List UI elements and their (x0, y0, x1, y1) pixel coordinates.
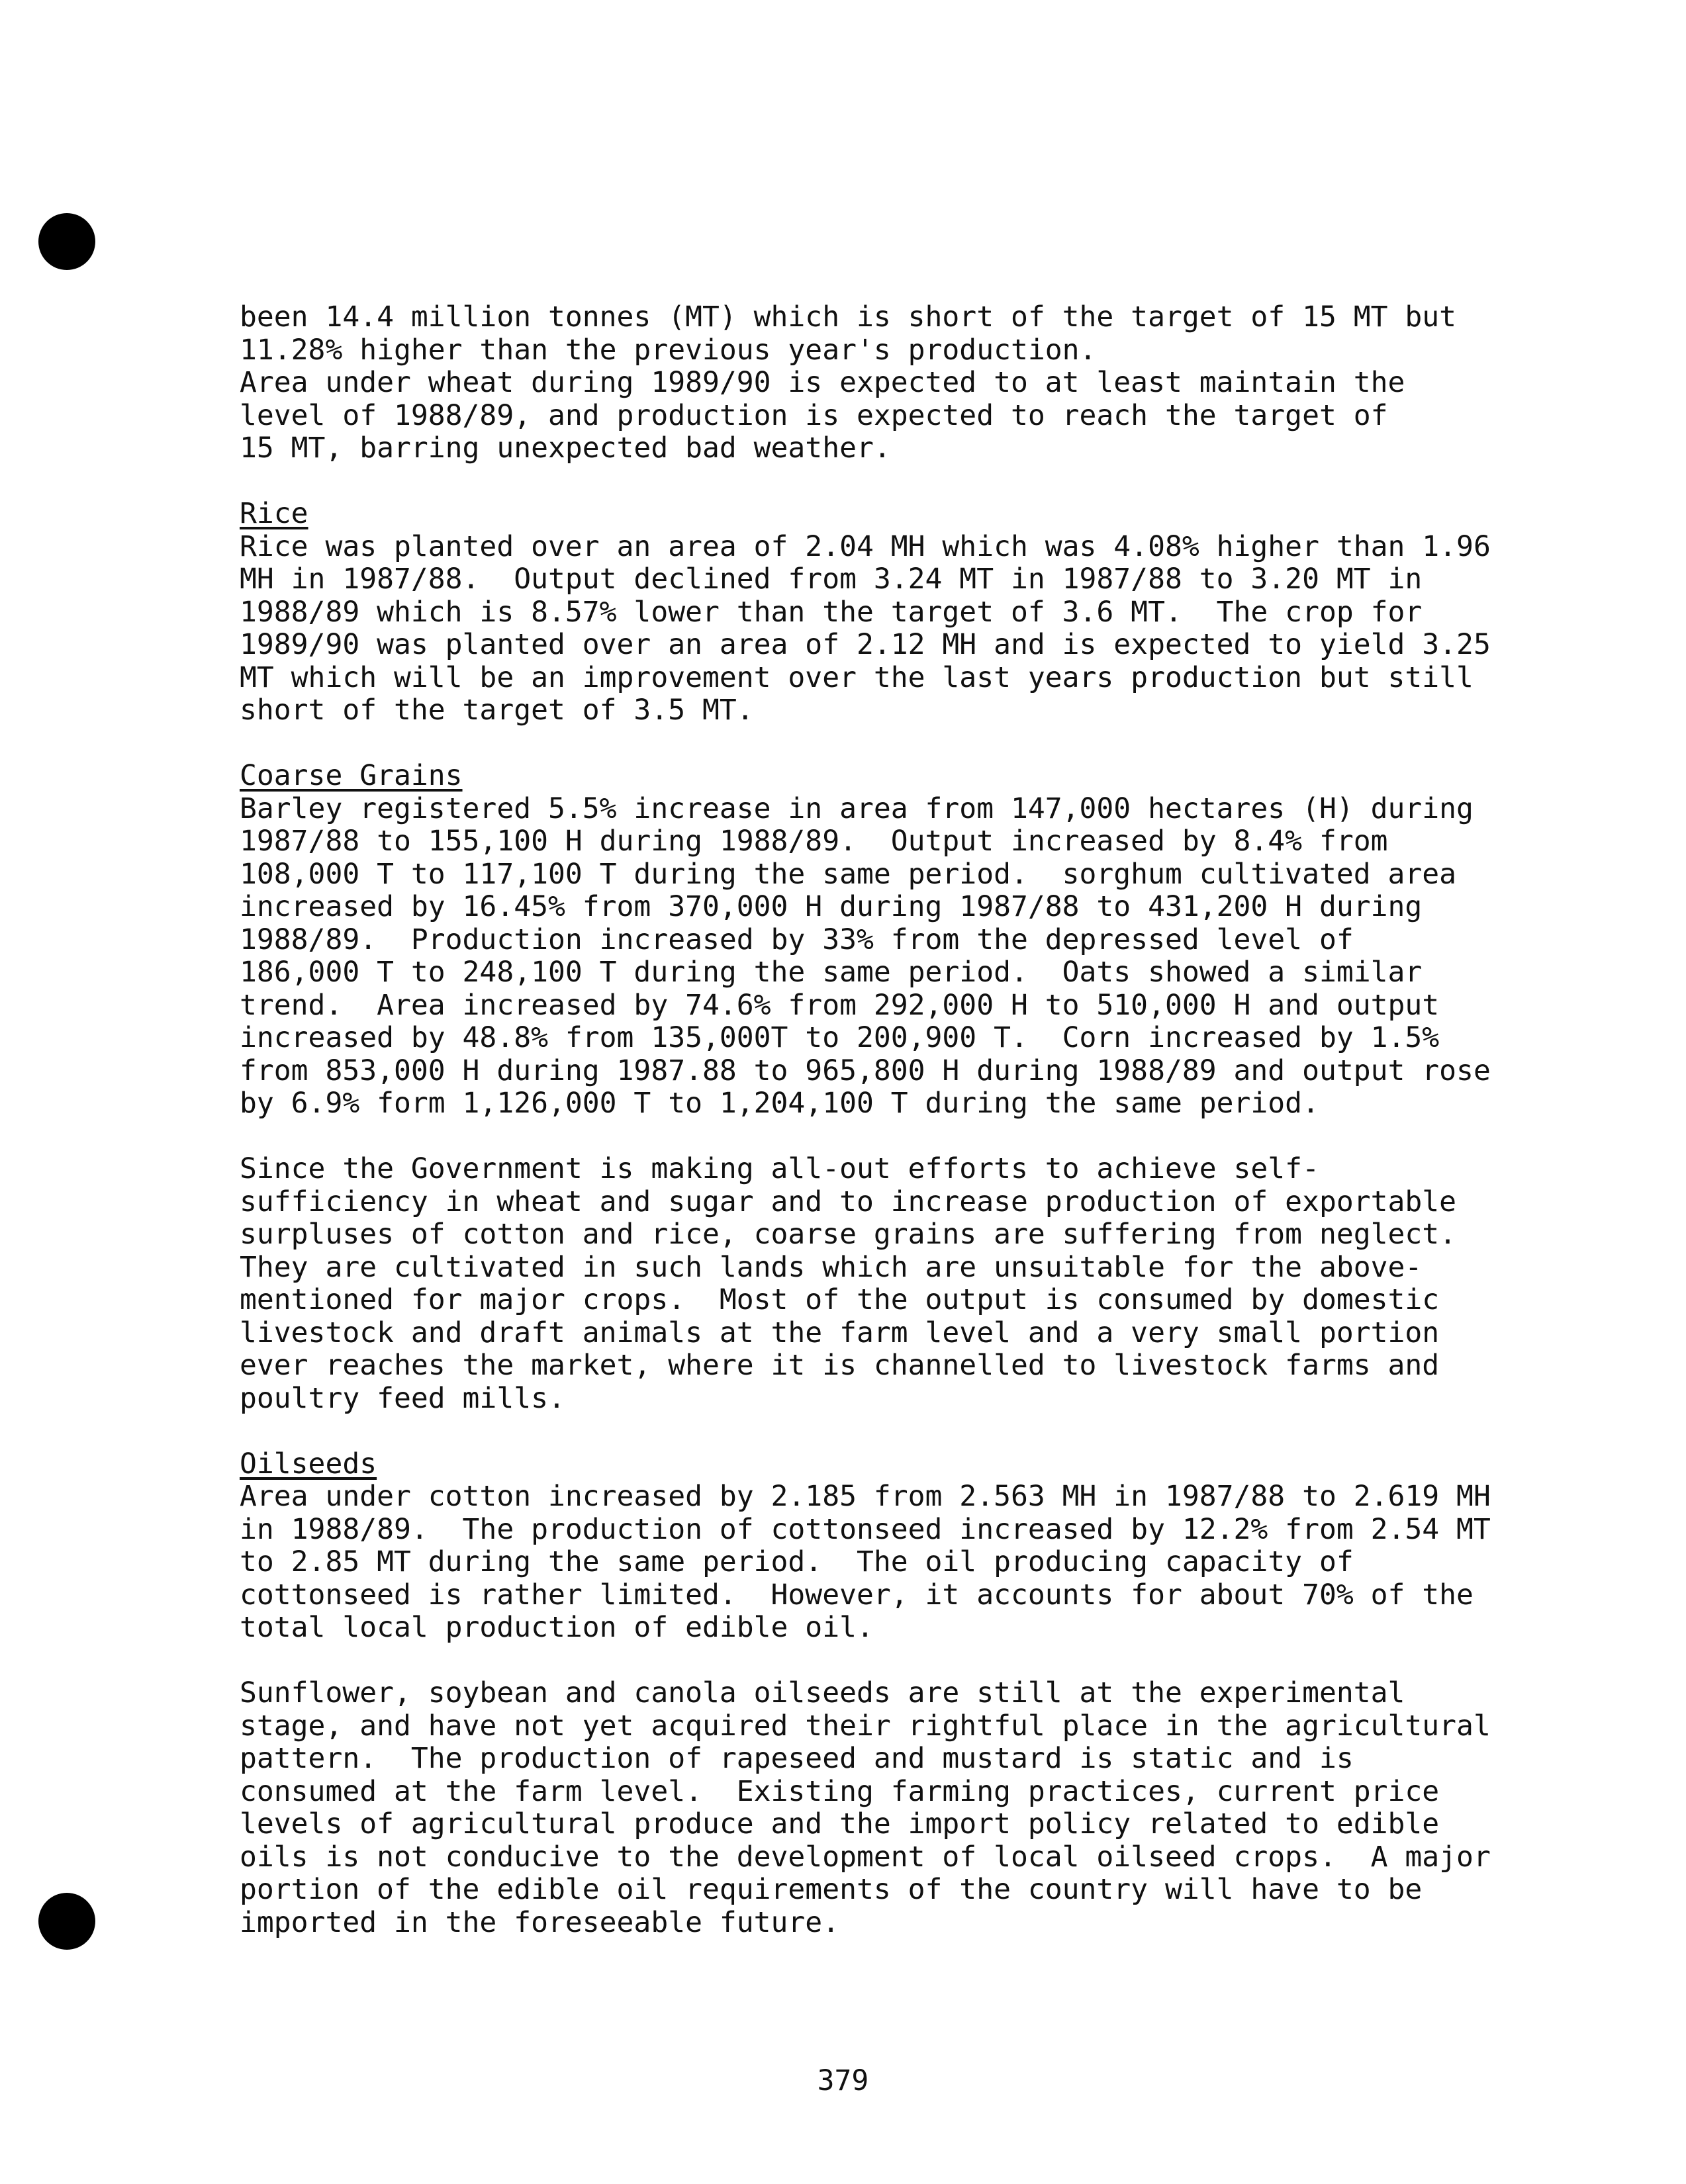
spacer (240, 1415, 1511, 1448)
page-number: 379 (817, 2064, 869, 2097)
spacer (240, 1120, 1511, 1154)
oilseeds-heading: Oilseeds (240, 1447, 377, 1480)
rice-paragraph: Rice was planted over an area of 2.04 MH which was 4.08% higher than 1.96 MH in 1987/88. Output declined from 3.24 MT in 1987/88 to 3.20 MT in 1988/89 which is 8.57% lower than the target of 3.6 MT. The crop for 1989/90 was planted over an area of 2.12 MH and is expected to yield 3.25 MT which will be an improvement over the last years production but still short of the target of 3.5 MT. (240, 529, 1491, 727)
document-body (240, 301, 1511, 1939)
coarse-grains-paragraph: Barley registered 5.5% increase in area from 147,000 hectares (H) during 1987/88 to 155,100 H during 1988/89. Output increased by 8.4% from 108,000 T to 117,100 T during the same period. sorghum cultivated area increased by 16.45% from 370,000 H during 1987/88 to 431,200 H during 1988/89. Production increased by 33% from the depressed level of 186,000 T to 248,100 T during the same period. Oats showed a similar trend. Area increased by 74.6% from 292,000 H to 510,000 H and output increased by 48.8% from 135,000T to 200,900 T. Corn increased by 1.5% from 853,000 H during 1987.88 to 965,800 H during 1988/89 and output rose by 6.9% form 1,126,000 T to 1,204,100 T during the same period. (240, 792, 1491, 1120)
coarse-grains-paragraph-2: Since the Government is making all-out efforts to achieve self- sufficiency in wheat and sugar and to increase production of exportable surpluses of cotton and rice, coarse grains are suffering from neglect. They are cultivated in such lands which are unsuitable for the above- mentioned for major crops. Most of the output is consumed by domestic livestock and draft animals at the farm level and a very small portion ever reaches the market, where it is channelled to livestock farms and poultry feed mills. (240, 1152, 1457, 1415)
spacer (240, 1645, 1511, 1678)
punch-hole-top (38, 213, 95, 270)
coarse-grains-heading: Coarse Grains (240, 759, 463, 792)
intro-paragraph: been 14.4 million tonnes (MT) which is short of the target of 15 MT but 11.28% higher than the previous year's production. Area under wheat during 1989/90 is expected to at least maintain the level of 1988/89, and production is expected to reach the target of 15 MT, barring unexpected bad weather. (240, 300, 1457, 465)
punch-hole-bottom (38, 1893, 95, 1950)
spacer (240, 727, 1511, 760)
oilseeds-paragraph: Area under cotton increased by 2.185 from 2.563 MH in 1987/88 to 2.619 MH in 1988/89. The production of cottonseed increased by 12.2% from 2.54 MT to 2.85 MT during the same period. The oil producing capacity of cottonseed is rather limited. However, it accounts for about 70% of the total local production of edible oil. (240, 1480, 1491, 1644)
oilseeds-paragraph-2: Sunflower, soybean and canola oilseeds are still at the experimental stage, and have not yet acquired their rightful place in the agricultural pattern. The production of rapeseed and mustard is static and is consumed at the farm level. Existing farming practices, current price levels of agricultural produce and the import policy related to edible oils is not conducive to the development of local oilseed crops. A major portion of the edible oil requirements of the country will have to be imported in the foreseeable future. (240, 1676, 1491, 1939)
spacer (240, 465, 1511, 498)
rice-heading: Rice (240, 497, 308, 530)
